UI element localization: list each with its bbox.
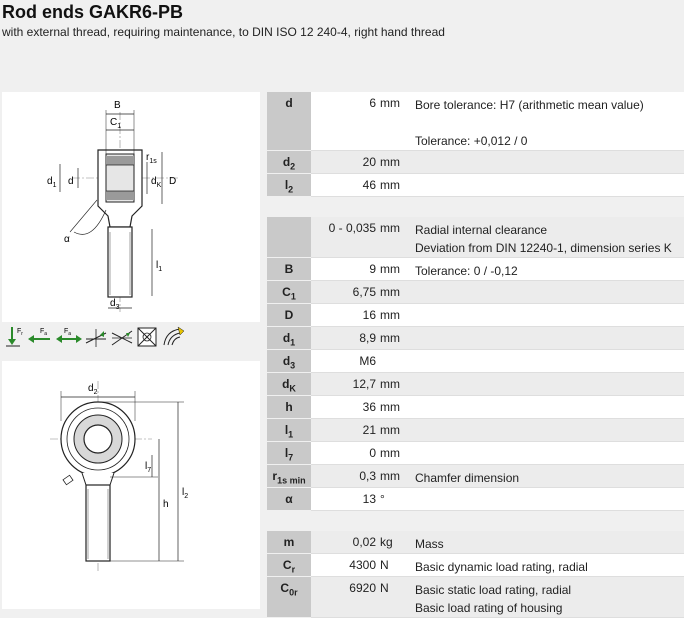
label-r1s-sub: 1s xyxy=(149,158,157,165)
spec-unit: mm xyxy=(380,285,400,299)
label-C1: C xyxy=(110,117,118,128)
rod-end-front-view-drawing xyxy=(2,361,260,609)
spec-symbol xyxy=(267,217,311,258)
spec-value: 20 mm xyxy=(311,151,408,174)
label-l2-sub: 2 xyxy=(184,493,189,500)
spec-unit: mm xyxy=(380,178,400,192)
svg-text:l7 xyxy=(145,461,151,474)
svg-text:d1 xyxy=(47,176,57,189)
spec-row-C1 xyxy=(267,281,684,304)
spec-symbol: $C_1$ xyxy=(267,281,311,304)
radial-load-icon xyxy=(6,327,23,346)
spec-value: 0 - 0,035 mm xyxy=(311,217,408,258)
label-dK: d xyxy=(151,176,157,187)
table-spacer xyxy=(267,197,684,218)
label-d3-sub: 3 xyxy=(115,304,120,311)
spec-unit: mm xyxy=(380,221,400,235)
spec-row-m xyxy=(267,531,684,554)
spec-value: 13 ° xyxy=(311,488,408,511)
spec-unit: mm xyxy=(380,262,400,276)
spec-unit: mm xyxy=(380,400,400,414)
spec-unit: N xyxy=(380,558,389,572)
spec-symbol: $d_3$ xyxy=(267,350,311,373)
spec-row-d3 xyxy=(267,350,684,373)
spec-row-Cr xyxy=(267,554,684,577)
label-r1s: r xyxy=(146,152,150,163)
spec-value: 0 mm xyxy=(311,442,408,465)
spec-unit: mm xyxy=(380,446,400,460)
spec-row-clearance xyxy=(267,217,684,258)
spec-symbol: B xyxy=(267,258,311,281)
spec-symbol: $d_2$ xyxy=(267,151,311,174)
svg-text:Fa: $F_a$ xyxy=(40,328,48,337)
spec-value: 12,7 mm xyxy=(311,373,408,396)
spec-description: Bore tolerance: H7 (arithmetic mean value) Tolerance: +0,012 / 0 xyxy=(408,92,684,151)
spec-row-D xyxy=(267,304,684,327)
spec-value: 0,02 kg xyxy=(311,531,408,554)
page-subtitle: with external thread, requiring maintenance, to DIN ISO 12 240-4, right hand thread xyxy=(2,25,445,39)
label-d: d xyxy=(68,176,74,187)
spec-row-l2 xyxy=(267,174,684,197)
spec-unit: mm xyxy=(380,469,400,483)
spec-symbol: $d_1$ xyxy=(267,327,311,350)
spec-unit: mm xyxy=(380,377,400,391)
label-alpha: α xyxy=(64,234,70,245)
spec-symbol: h xyxy=(267,396,311,419)
spec-row-d2 xyxy=(267,151,684,174)
label-d2-sub: 2 xyxy=(93,389,98,396)
spec-description: Mass xyxy=(408,531,684,554)
spec-value: 16 mm xyxy=(311,304,408,327)
spec-symbol: d xyxy=(267,92,311,151)
label-dK-sub: K xyxy=(156,182,162,189)
spec-row-dK xyxy=(267,373,684,396)
label-d3: d xyxy=(110,298,116,309)
spec-row-C0r xyxy=(267,577,684,618)
label-B: B xyxy=(114,100,121,111)
spec-description: Radial internal clearance Deviation from DIN 12240-1, dimension series K xyxy=(408,217,684,258)
spec-value: 6 mm xyxy=(311,92,408,151)
label-d1: d xyxy=(47,176,53,187)
spec-description: Tolerance: 0 / -0,12 xyxy=(408,258,684,281)
spec-unit: ° xyxy=(380,492,385,506)
svg-text:Fa: $F_a$ xyxy=(64,328,72,337)
spec-value: 9 mm xyxy=(311,258,408,281)
tilt-angle-icon xyxy=(112,331,132,345)
spec-description xyxy=(408,304,684,327)
spec-symbol: m xyxy=(267,531,311,554)
swivel-angle-icon xyxy=(86,329,106,347)
spec-row-d xyxy=(267,92,684,151)
label-D: D xyxy=(169,176,177,187)
spec-description: Basic static load rating, radial Basic load rating of housing xyxy=(408,577,684,618)
specifications-table xyxy=(267,92,684,618)
axial-load-icon xyxy=(28,328,50,343)
spec-value: 0,3 mm xyxy=(311,465,408,488)
symbols-row xyxy=(4,325,260,349)
label-l7-sub: 7 xyxy=(147,467,152,474)
rod-end-section-drawing xyxy=(2,92,260,322)
spec-description xyxy=(408,327,684,350)
spec-symbol: $d_K$ xyxy=(267,373,311,396)
label-C1-sub: 1 xyxy=(117,123,122,130)
label-d1-sub: 1 xyxy=(52,182,57,189)
svg-text:l2 xyxy=(182,487,188,500)
spec-row-l7 xyxy=(267,442,684,465)
spec-symbol: α xyxy=(267,488,311,511)
svg-text:Fr: $F_r$ xyxy=(17,328,23,337)
spec-value: 6,75 mm xyxy=(311,281,408,304)
spec-row-l1 xyxy=(267,419,684,442)
spec-description xyxy=(408,442,684,465)
spec-symbol: D xyxy=(267,304,311,327)
spec-symbol: $C_{0r}$ xyxy=(267,577,311,618)
spec-row-B xyxy=(267,258,684,281)
svg-text:C1 xyxy=(110,117,121,130)
label-l1: l xyxy=(156,260,159,271)
spec-value: 36 mm xyxy=(311,396,408,419)
spec-description: Chamfer dimension xyxy=(408,465,684,488)
spec-description xyxy=(408,373,684,396)
svg-text:d2 xyxy=(88,383,98,396)
spec-description: Basic dynamic load rating, radial xyxy=(408,554,684,577)
svg-text:l1 xyxy=(156,260,162,273)
spec-unit: mm xyxy=(380,155,400,169)
spec-description xyxy=(408,350,684,373)
lubrication-icon xyxy=(164,327,184,345)
spec-description xyxy=(408,488,684,511)
spec-unit: kg xyxy=(380,535,393,549)
spec-row-alpha xyxy=(267,488,684,511)
spec-value: 6920 N xyxy=(311,577,408,618)
label-l2: l xyxy=(182,487,185,498)
spec-unit: mm xyxy=(380,331,400,345)
spec-symbol: $l_7$ xyxy=(267,442,311,465)
spec-description xyxy=(408,396,684,419)
spec-description xyxy=(408,419,684,442)
spec-unit: N xyxy=(380,581,389,595)
spec-symbol: $l_1$ xyxy=(267,419,311,442)
svg-text:d3 xyxy=(110,298,120,311)
no-maintenance-crossed-icon xyxy=(138,328,156,346)
spec-value: 46 mm xyxy=(311,174,408,197)
spec-description xyxy=(408,151,684,174)
spec-row-d1 xyxy=(267,327,684,350)
label-h: h xyxy=(163,499,169,510)
page-title: Rod ends GAKR6-PB xyxy=(2,2,184,22)
label-d2: d xyxy=(88,383,94,394)
svg-text:r1s xyxy=(146,152,157,165)
spec-row-h xyxy=(267,396,684,419)
spec-description xyxy=(408,174,684,197)
spec-value: 8,9 mm xyxy=(311,327,408,350)
spec-symbol: $C_r$ xyxy=(267,554,311,577)
spec-symbol: $r_{1s min}$ xyxy=(267,465,311,488)
table-spacer xyxy=(267,511,684,532)
label-l7: l xyxy=(145,461,148,472)
spec-value: M6 xyxy=(311,350,408,373)
spec-description xyxy=(408,281,684,304)
spec-row-r1s xyxy=(267,465,684,488)
label-l1-sub: 1 xyxy=(158,266,163,273)
spec-symbol: $l_2$ xyxy=(267,174,311,197)
spec-unit: mm xyxy=(380,308,400,322)
spec-value: 4300 N xyxy=(311,554,408,577)
spec-value: 21 mm xyxy=(311,419,408,442)
spec-unit: mm xyxy=(380,96,400,110)
bidirectional-axial-icon xyxy=(56,328,82,343)
spec-unit: mm xyxy=(380,423,400,437)
